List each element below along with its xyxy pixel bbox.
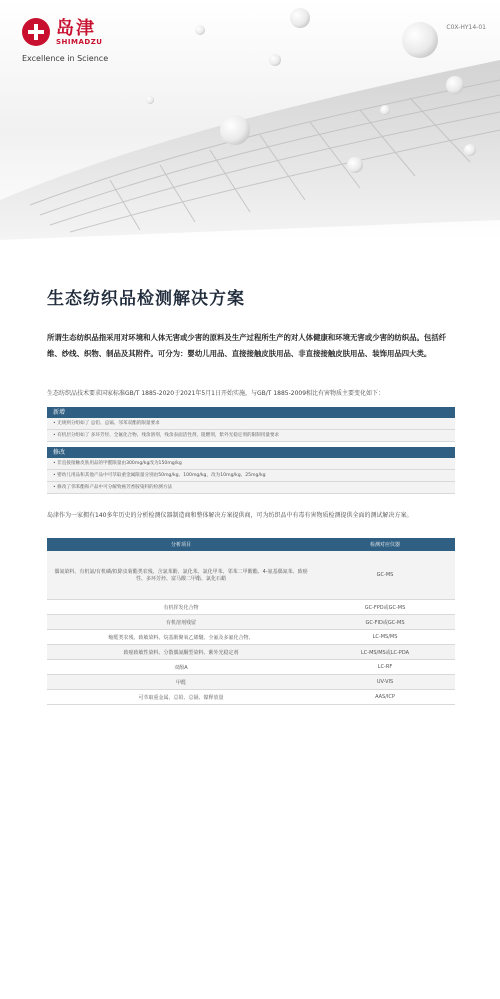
analysis-table — [47, 538, 455, 705]
table-cell-instrument: GC-FPD或GC-MS — [315, 600, 455, 615]
table-cell-item: 有机溶剂残留 — [47, 615, 315, 630]
list-item: • 修改了邻苯酯和产品中可分解致癌芳香胺染料的检测方法 — [47, 482, 455, 494]
list-item: • 非直接接触皮肤用品的甲醛限量由300mg/kg改为150mg/kg — [47, 458, 455, 470]
logo-english-name: SHIMADZU — [56, 37, 103, 46]
modified-section-list — [47, 458, 455, 494]
table-cell-item: 甲醛 — [47, 675, 315, 690]
list-item: • 婴幼儿用品和其他产品中可萃取重金属限量分别由50mg/kg、100mg/kg，改为10mg/kg、25mg/kg — [47, 470, 455, 482]
page-title: 生态纺织品检测解决方案 — [47, 289, 245, 309]
table-cell-item: 可萃取重金属、总铅、总镉、镍释放量 — [47, 690, 315, 705]
table-cell-instrument: GC-MS — [315, 551, 455, 600]
modified-section-header: 修改 — [47, 447, 455, 458]
table-cell-instrument: LC-RF — [315, 660, 455, 675]
shimadzu-solution-paragraph: 岛津作为一家拥有140多年历史的分析检测仪器制造商和整体解决方案提供商，可为纺织品中有毒有害物质检测提供全面的测试解决方案。 — [47, 512, 413, 519]
table-row — [47, 660, 455, 675]
table-cell-instrument: UV-VIS — [315, 675, 455, 690]
intro-paragraph: 所谓生态纺织品指采用对环境和人体无害或少害的原料及生产过程所生产的对人体健康和环境无害或少害的纺织品。包括纤维、纱线、织物、制品及其附件。可分为：婴幼儿用品、直接接触皮肤用品、非直接接触皮肤用品、装饰用品四大类。 — [47, 333, 447, 358]
company-tagline: Excellence in Science — [22, 54, 109, 63]
table-header-item: 分析项目 — [47, 538, 315, 551]
shimadzu-emblem-icon — [22, 18, 50, 46]
table-cell-item: 缩醛类农残、致敏染料、烷基酚聚氧乙烯醚、全氟及多氟化合物、 — [47, 630, 315, 645]
table-row — [47, 690, 455, 705]
table-row — [47, 615, 455, 630]
table-cell-item: 有机挥发化合物 — [47, 600, 315, 615]
table-row — [47, 630, 455, 645]
standard-description: 生态纺织品技术要求国家标准GB/T 1885-2020于2021年5月1日开始实施，与GB/T 1885-2009相比有害物质主要变化如下： — [47, 390, 385, 397]
table-row — [47, 675, 455, 690]
table-cell-instrument: LC-MS/MS或LC-PDA — [315, 645, 455, 660]
added-section-header: 新增 — [47, 407, 455, 418]
shimadzu-logo — [22, 18, 102, 46]
table-cell-item: 双酚A — [47, 660, 315, 675]
table-row — [47, 551, 455, 600]
table-header-instrument: 检测对应仪器 — [315, 538, 455, 551]
list-item: • 有机层分组如了 多环芳烃、全氟化合物、残余溶剂，残余表面活性剂，阻燃剂，紫外光稳定剂的限制用量要求 — [47, 430, 455, 442]
table-cell-instrument: GC-FID或GC-MS — [315, 615, 455, 630]
table-row — [47, 600, 455, 615]
logo-chinese-name: 岛津 — [56, 17, 96, 39]
table-cell-item: 致癌致敏性染料、分散偶氮酮型染料、紫外光稳定剂 — [47, 645, 315, 660]
list-item: • 无规则分组如了 总铅、总镉、邻苯双酯的限量要求 — [47, 418, 455, 430]
document-code: C0X-HY14-01 — [446, 24, 486, 31]
table-row — [47, 645, 455, 660]
table-cell-item: 偶氮染料、有机氯/有机磷/拟除虫菊酯类农残、含氯苯酚、氯化苯、氯化甲苯、邻苯二甲酸酯、4-氨基偶氮苯、致癌性、多环芳烃、富马酸二甲酯、氯化石蜡 — [47, 551, 315, 600]
table-cell-instrument: LC-MS/MS — [315, 630, 455, 645]
table-cell-instrument: AAS/ICP — [315, 690, 455, 705]
added-section-list — [47, 418, 455, 442]
